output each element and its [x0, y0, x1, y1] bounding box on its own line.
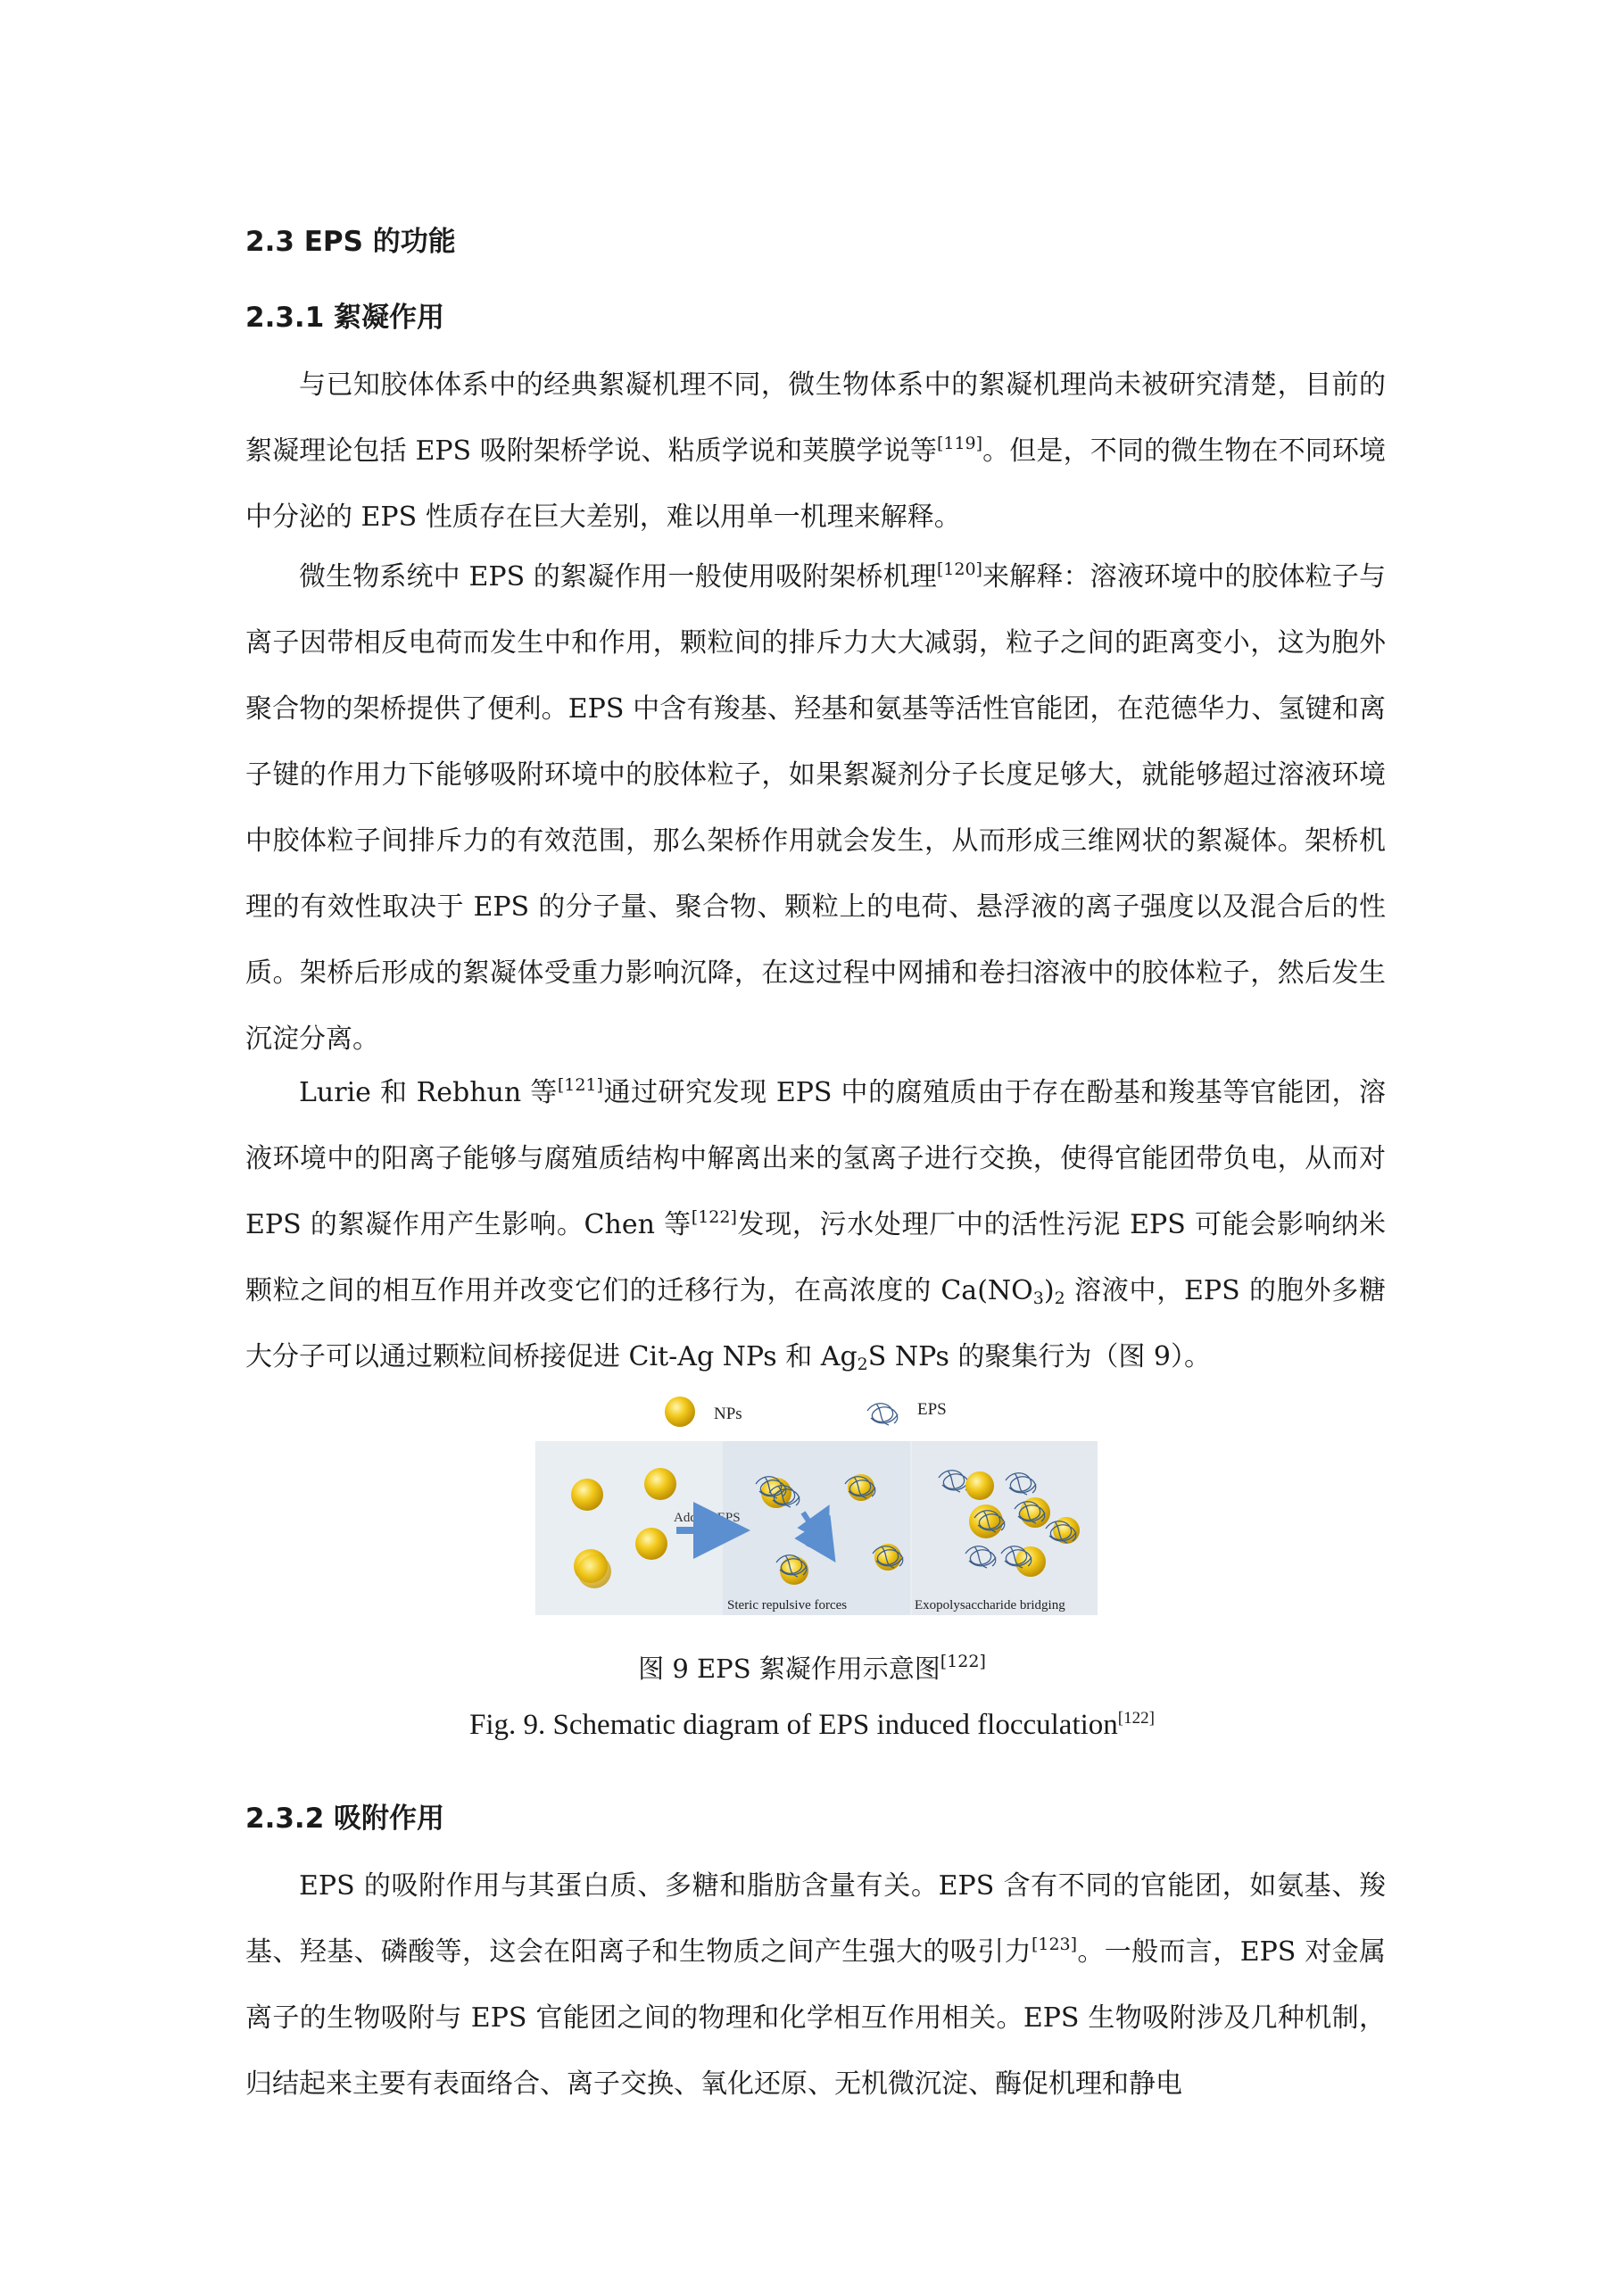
- legend-nps-label: NPs: [714, 1405, 742, 1423]
- np-particle: [780, 1556, 808, 1585]
- paragraph-flocculation-1: 与已知胶体体系中的经典絮凝机理不同，微生物体系中的絮凝机理尚未被研究清楚，目前的絮凝理论包括 EPS 吸附架桥学说、粘质学说和荚膜学说等[119]。但是，不同的微生物在不同环境中分泌的 EPS 性质存在巨大差别，难以用单一机理来解释。: [245, 369, 1386, 533]
- label-bridging: Exopolysaccharide bridging: [915, 1598, 1065, 1612]
- np-particle: [969, 1504, 1003, 1538]
- figure-caption-en: Fig. 9. Schematic diagram of EPS induced flocculation[122]: [469, 1709, 1155, 1741]
- citation[interactable]: [122]: [691, 1207, 737, 1227]
- legend-eps-icon: [867, 1404, 898, 1425]
- label-steric: Steric repulsive forces: [727, 1598, 848, 1612]
- figure-caption-cn: 图 9 EPS 絮凝作用示意图[122]: [638, 1652, 986, 1684]
- citation[interactable]: [119]: [936, 434, 983, 453]
- subsection-heading-adsorption: 2.3.2 吸附作用: [245, 1803, 445, 1835]
- np-particle: [571, 1479, 603, 1511]
- legend-eps-label: EPS: [917, 1400, 947, 1419]
- legend-np-icon: [665, 1397, 695, 1427]
- citation[interactable]: [123]: [1031, 1935, 1078, 1954]
- citation[interactable]: [121]: [557, 1075, 603, 1095]
- paragraph-adsorption-1: EPS 的吸附作用与其蛋白质、多糖和脂肪含量有关。EPS 含有不同的官能团，如氨基、羧基、羟基、磷酸等，这会在阳离子和生物质之间产生强大的吸引力[123]。一般而言，EPS 对金属离子的生物吸附与 EPS 官能团之间的物理和化学相互作用相关。EPS 生物吸附涉及几种机制，归结起来主要有表面络合、离子交换、氧化还原、无机微沉淀、酶促机理和静电: [245, 1870, 1386, 2100]
- paragraph-flocculation-3: Lurie 和 Rebhun 等[121]通过研究发现 EPS 中的腐殖质由于存在酚基和羧基等官能团，溶液环境中的阳离子能够与腐殖质结构中解离出来的氢离子进行交换，使得官能团带负电，从而对 EPS 的絮凝作用产生影响。Chen 等[122]发现，污水处理厂中的活性污泥 EPS 可能会影响纳米颗粒之间的相互作用并改变它们的迁移行为，在高浓度的 $Ca(NO_3)_2$ 溶液中，EPS 的胞外多糖大分子可以通过颗粒间桥接促进 Cit-Ag NPs 和 $Ag_2S$ NPs 的聚集行为（图 9）。: [245, 1075, 1386, 1374]
- arrow-label: Adding EPS: [674, 1511, 741, 1525]
- np-particle: [635, 1528, 667, 1560]
- figure-eps-flocculation: [535, 1388, 1098, 1620]
- subsection-heading-flocculation: 2.3.1 絮凝作用: [245, 302, 445, 334]
- np-particle: [644, 1468, 676, 1500]
- np-particle: [577, 1554, 611, 1588]
- paragraph-flocculation-2: 微生物系统中 EPS 的絮凝作用一般使用吸附架桥机理[120]来解释：溶液环境中的胶体粒子与离子因带相反电荷而发生中和作用，颗粒间的排斥力大大减弱，粒子之间的距离变小，这为胞外聚合物的架桥提供了便利。EPS 中含有羧基、羟基和氨基等活性官能团，在范德华力、氢键和离子键的作用力下能够吸附环境中的胶体粒子，如果絮凝剂分子长度足够大，就能够超过溶液环境中胶体粒子间排斥力的有效范围，那么架桥作用就会发生，从而形成三维网状的絮凝体。架桥机理的有效性取决于 EPS 的分子量、聚合物、颗粒上的电荷、悬浮液的离子强度以及混合后的性质。架桥后形成的絮凝体受重力影响沉降，在这过程中网捕和卷扫溶液中的胶体粒子，然后发生沉淀分离。: [245, 559, 1387, 1055]
- np-particle: [965, 1471, 994, 1500]
- citation[interactable]: [120]: [936, 559, 982, 579]
- section-heading: 2.3 EPS 的功能: [245, 226, 456, 258]
